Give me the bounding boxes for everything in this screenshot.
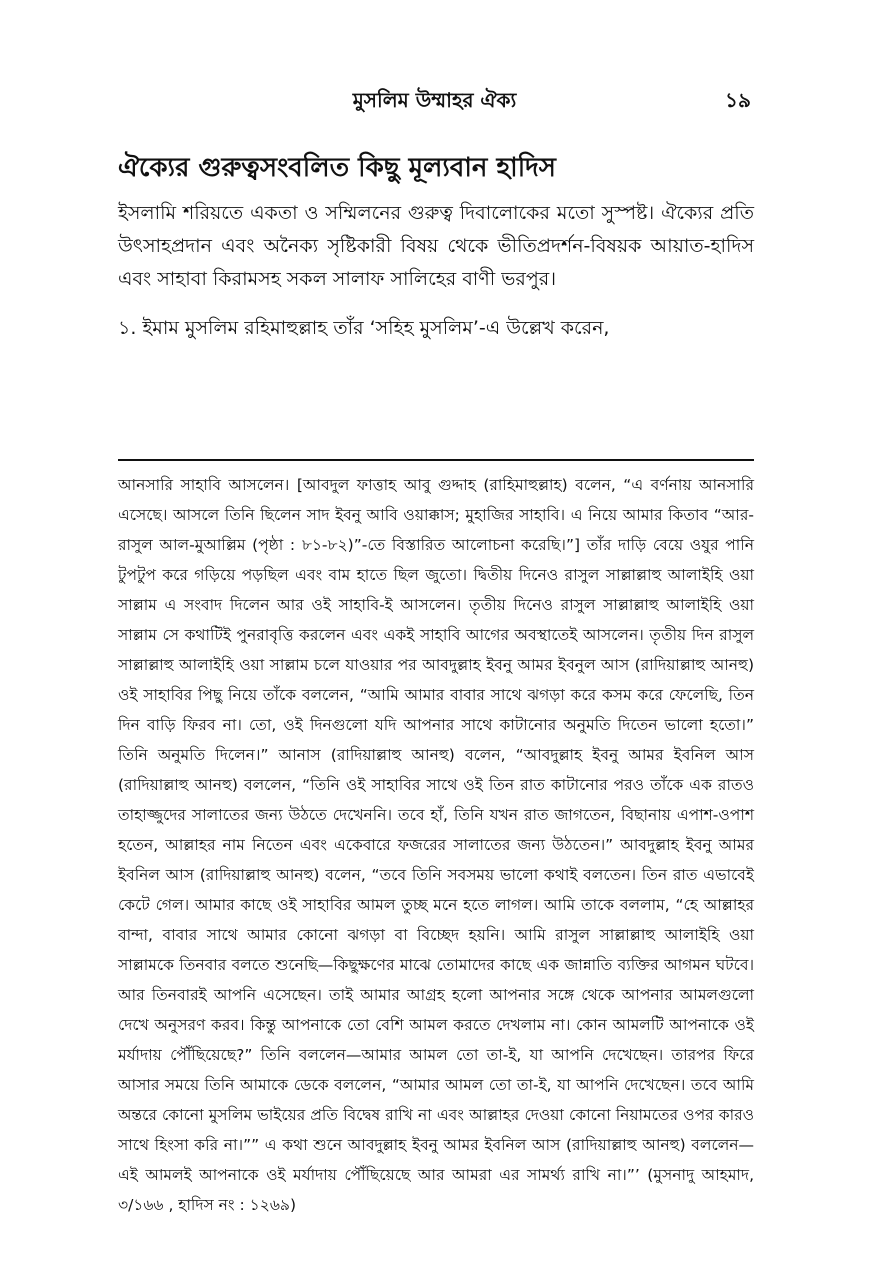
list-item-1: ১. ইমাম মুসলিম রহিমাহুল্লাহ তাঁর ‘সহিহ মুসলিম’-এ উল্লেখ করেন, <box>118 317 610 339</box>
running-header <box>0 82 869 116</box>
section-heading: ঐক্যের গুরুত্বসংবলিত কিছু মূল্যবান হাদিস <box>118 153 556 183</box>
footnote-text: আনসারি সাহাবি আসলেন। [আবদুল ফাত্তাহ আবু গুদ্দাহ (রাহিমাহুল্লাহ) বলেন, “এ বর্ণনায় আনসারি এসেছে। আসলে তিনি ছিলেন সাদ ইবনু আবি ওয়াক্কাস; মুহাজির সাহাবি। এ নিয়ে আমার কিতাব “আর-রাসুল আল-মুআল্লিম (পৃষ্ঠা : ৮১-৮২)”-তে বিস্তারিত আলোচনা করেছি।”] তাঁর দাড়ি বেয়ে ওযুর পানি টুপটুপ করে গড়িয়ে পড়ছিল এবং বাম হাতে ছিল জুতো। দ্বিতীয় দিনেও রাসুল সাল্লাল্লাহু আলাইহি ওয়া সাল্লাম এ সংবাদ দিলেন আর ওই সাহাবি-ই আসলেন। তৃতীয় দিনেও রাসুল সাল্লাল্লাহু আলাইহি ওয়া সাল্লাম সে কথাটিই পুনরাবৃত্তি করলেন এবং একই সাহাবি আগের অবস্থাতেই আসলেন। তৃতীয় দিন রাসুল সাল্লাল্লাহু আলাইহি ওয়া সাল্লাম চলে যাওয়ার পর আবদুল্লাহ ইবনু আমর ইবনুল আস (রাদিয়াল্লাহু আনহু) ওই সাহাবির পিছু নিয়ে তাঁকে বললেন, “আমি আমার বাবার সাথে ঝগড়া করে কসম করে ফেলেছি, তিন দিন বাড়ি ফিরব না। তো, ওই দিনগুলো যদি আপনার সাথে কাটানোর অনুমতি দিতেন ভালো হতো।” তিনি অনুমতি দিলেন।” আনাস (রাদিয়াল্লাহু আনহু) বলেন, “আবদুল্লাহ ইবনু আমর ইবনিল আস (রাদিয়াল্লাহু আনহু) বললেন, “তিনি ওই সাহাবির সাথে ওই তিন রাত কাটানোর পরও তাঁকে এক রাতও তাহাজ্জুদের সালাতের জন্য উঠতে দেখেননি। তবে হাঁ, তিনি যখন রাত জাগতেন, বিছানায় এপাশ-ওপাশ হতেন, আল্লাহর নাম নিতেন এবং একেবারে ফজরের সালাতের জন্য উঠতেন।” আবদুল্লাহ ইবনু আমর ইবনিল আস (রাদিয়াল্লাহু আনহু) বলেন, “তবে তিনি সবসময় ভালো কথাই বলতেন। তিন রাত এভাবেই কেটে গেল। আমার কাছে ওই সাহাবির আমল তুচ্ছ মনে হতে লাগল। আমি তাকে বললাম, “হে আল্লাহর বান্দা, বাবার সাথে আমার কোনো ঝগড়া বা বিচ্ছেদ হয়নি। আমি রাসুল সাল্লাল্লাহু আলাইহি ওয়া সাল্লামকে তিনবার বলতে শুনেছি—কিছুক্ষণের মাঝে তোমাদের কাছে এক জান্নাতি ব্যক্তির আগমন ঘটবে। আর তিনবারই আপনি এসেছেন। তাই আমার আগ্রহ হলো আপনার সঙ্গে থেকে আপনার আমলগুলো দেখে অনুসরণ করব। কিন্তু আপনাকে তো বেশি আমল করতে দেখলাম না। কোন আমলটি আপনাকে ওই মর্যাদায় পৌঁছিয়েছে?” তিনি বললেন—আমার আমল তো তা-ই, যা আপনি দেখেছেন। তারপর ফিরে আসার সময়ে তিনি আমাকে ডেকে বললেন, “আমার আমল তো তা-ই, যা আপনি দেখেছেন। তবে আমি অন্তরে কোনো মুসলিম ভাইয়ের প্রতি বিদ্বেষ রাখি না এবং আল্লাহর দেওয়া কোনো নিয়ামতের ওপর কারও সাথে হিংসা করি না।”” এ কথা শুনে আবদুল্লাহ ইবনু আমর ইবনিল আস (রাদিয়াল্লাহু আনহু) বললেন—এই আমলই আপনাকে ওই মর্যাদায় পৌঁছিয়েছে আর আমরা এর সামর্থ্য রাখি না।”’ (মুসনাদু আহমাদ, ৩/১৬৬ , হাদিস নং : ১২৬৯) <box>118 476 754 1214</box>
intro-paragraph: ইসলামি শরিয়তে একতা ও সম্মিলনের গুরুত্ব দিবালোকের মতো সুস্পষ্ট। ঐক্যের প্রতি উৎসাহপ্রদান এবং অনৈক্য সৃষ্টিকারী বিষয় থেকে ভীতিপ্রদর্শন-বিষয়ক আয়াত-হাদিস এবং সাহাবা কিরামসহ সকল সালাফ সালিহের বাণী ভরপুর। <box>118 202 754 290</box>
page-number: ১৯ <box>725 88 751 112</box>
footnote-divider <box>118 459 754 461</box>
running-title: মুসলিম উম্মাহর ঐক্য <box>352 88 517 112</box>
